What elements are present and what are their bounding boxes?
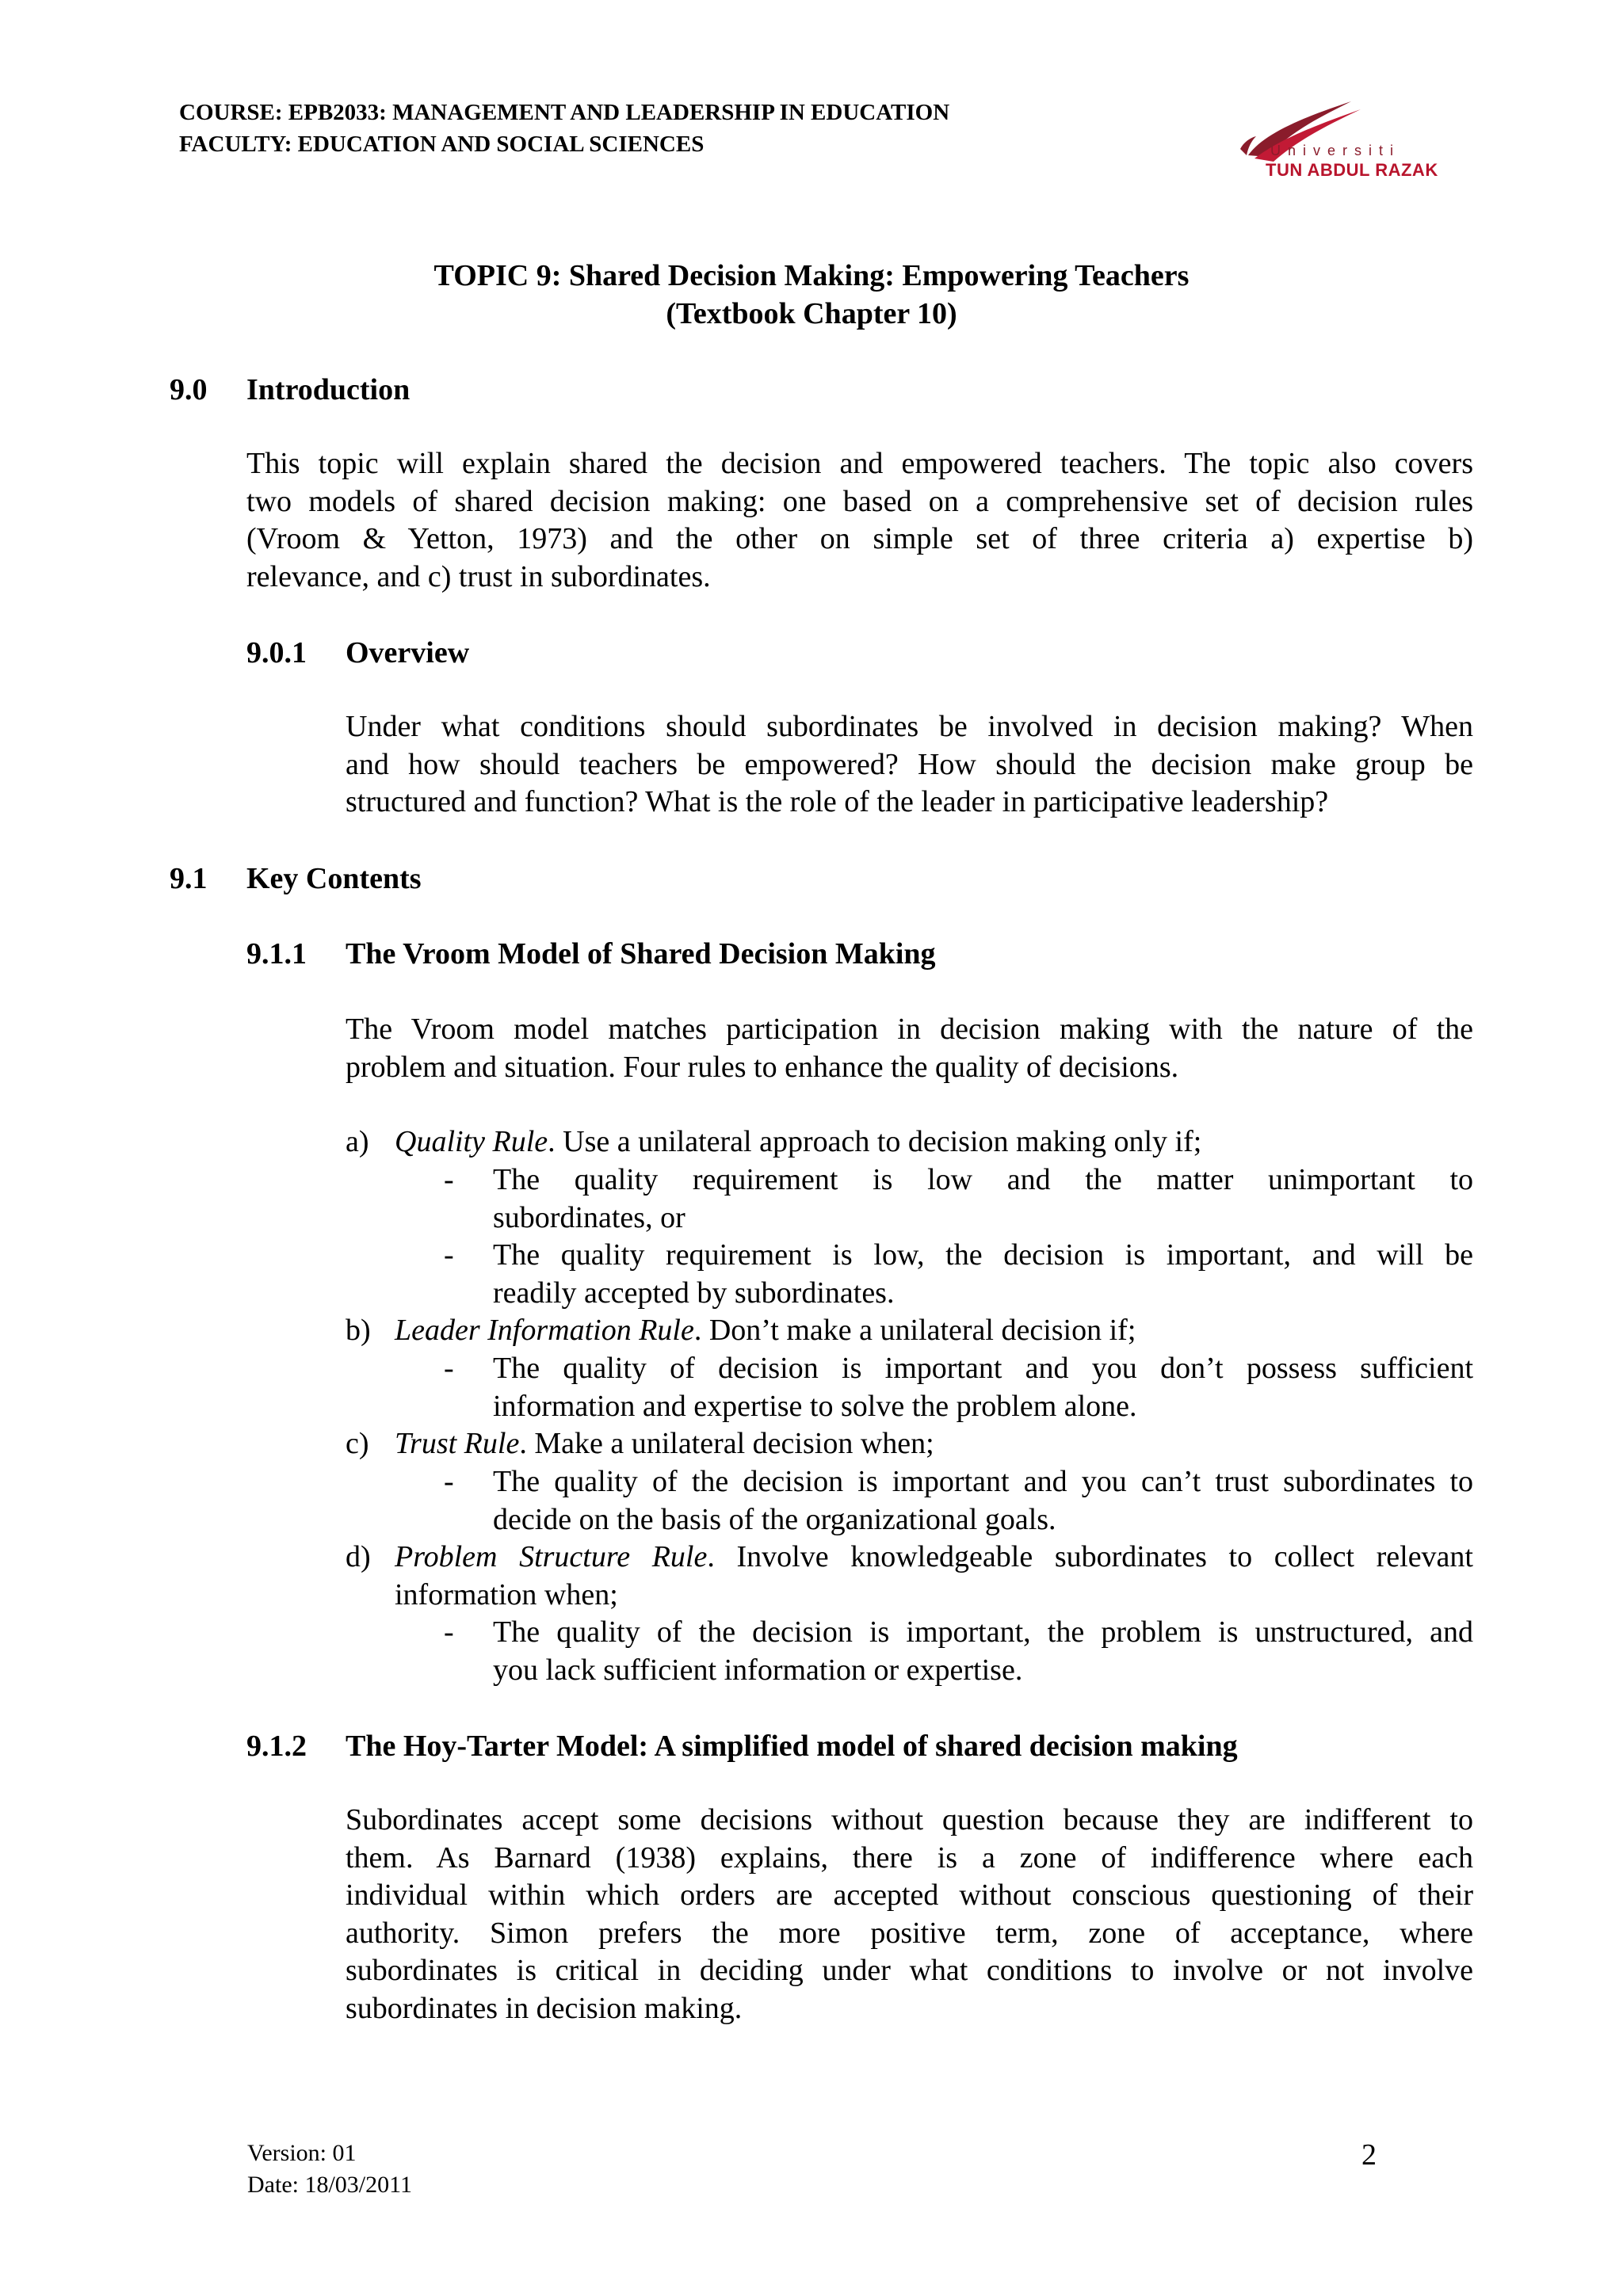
overview-paragraph	[346, 708, 1473, 822]
text-line: and how should teachers be empowered? How should the decision make group be	[346, 747, 1473, 781]
rule-name: Problem Structure Rule	[395, 1540, 708, 1573]
rule-leader-information	[395, 1312, 1136, 1350]
text-line: you lack sufficient information or expertise.	[493, 1653, 1023, 1687]
course-line: COURSE: EPB2033: MANAGEMENT AND LEADERSHIP IN EDUCATION	[179, 100, 950, 125]
rule-text: . Involve knowledgeable subordinates to collect relevant	[707, 1540, 1473, 1573]
bullet-item	[493, 1463, 1473, 1539]
text-line: The quality of the decision is important, the problem is unstructured, and	[493, 1615, 1473, 1649]
bullet-dash: -	[444, 1615, 454, 1649]
text-line: The quality of decision is important and you don’t possess sufficient	[493, 1352, 1473, 1385]
rule-label: c)	[346, 1427, 369, 1460]
text-line: This topic will explain shared the decision and empowered teachers. The topic also covers	[246, 447, 1473, 480]
text-line: The quality requirement is low, the decision is important, and will be	[493, 1238, 1473, 1272]
section-number: 9.1	[170, 862, 208, 895]
rule-text: . Use a unilateral approach to decision making only if;	[548, 1125, 1202, 1158]
text-line: Under what conditions should subordinates be involved in decision making? When	[346, 710, 1473, 743]
version-label: Version: 01	[247, 2140, 357, 2166]
text-line: problem and situation. Four rules to enhance the quality of decisions.	[346, 1050, 1179, 1084]
faculty-line: FACULTY: EDUCATION AND SOCIAL SCIENCES	[179, 132, 705, 157]
subsection-number: 9.1.2	[246, 1730, 307, 1763]
rule-text: . Don’t make a unilateral decision if;	[693, 1314, 1136, 1347]
text-line: relevance, and c) trust in subordinates.	[246, 559, 711, 593]
bullet-dash: -	[444, 1465, 454, 1498]
rule-text: . Make a unilateral decision when;	[519, 1427, 934, 1460]
text-line: Subordinates accept some decisions without question because they are indifferent to	[346, 1803, 1473, 1836]
section-heading-introduction: Introduction	[246, 373, 411, 406]
rule-label: b)	[346, 1314, 371, 1347]
text-line: The quality of the decision is important and you can’t trust subordinates to	[493, 1465, 1473, 1498]
text-line: The quality requirement is low and the matter unimportant to	[493, 1163, 1473, 1196]
university-logo	[1232, 93, 1462, 189]
rule-label: a)	[346, 1125, 369, 1158]
bullet-dash: -	[444, 1352, 454, 1385]
topic-title: TOPIC 9: Shared Decision Making: Empowering Teachers	[433, 259, 1190, 292]
logo-name-text: TUN ABDUL RAZAK	[1266, 160, 1438, 180]
bullet-item	[493, 1237, 1473, 1312]
subsection-number: 9.0.1	[246, 636, 307, 669]
subsection-heading-overview: Overview	[346, 636, 470, 669]
text-line: them. As Barnard (1938) explains, there is a zone of indifference where each	[346, 1840, 1473, 1875]
text-line: authority. Simon prefers the more positive term, zone of acceptance, where	[346, 1916, 1473, 1950]
text-line	[395, 1539, 1473, 1577]
section-heading-key-contents: Key Contents	[246, 862, 422, 895]
rule-name: Leader Information Rule	[395, 1314, 694, 1347]
text-line: subordinates is critical in deciding under what conditions to involve or not involve	[346, 1954, 1473, 1987]
text-line: (Vroom & Yetton, 1973) and the other on simple set of three criteria a) expertise b)	[246, 522, 1473, 555]
subsection-heading-vroom: The Vroom Model of Shared Decision Making	[346, 937, 936, 971]
text-line: two models of shared decision making: one based on a comprehensive set of decision rules	[246, 484, 1473, 518]
text-line: subordinates, or	[493, 1200, 685, 1234]
section-number: 9.0	[170, 373, 208, 406]
bullet-item	[493, 1161, 1473, 1237]
bullet-dash: -	[444, 1238, 454, 1272]
text-line: individual within which orders are accepted without conscious questioning of their	[346, 1878, 1473, 1912]
hoy-tarter-paragraph	[346, 1802, 1473, 2027]
rule-quality	[395, 1123, 1201, 1161]
text-line: readily accepted by subordinates.	[493, 1276, 895, 1310]
text-line: subordinates in decision making.	[346, 1991, 743, 2025]
rule-name: Quality Rule	[395, 1125, 548, 1158]
rule-trust	[395, 1425, 934, 1463]
text-line: information and expertise to solve the problem alone.	[493, 1389, 1137, 1423]
logo-university-text: Universiti	[1270, 143, 1401, 158]
rule-name: Trust Rule	[395, 1427, 520, 1460]
bullet-dash: -	[444, 1163, 454, 1196]
textbook-chapter: (Textbook Chapter 10)	[666, 297, 957, 330]
bullet-item	[493, 1350, 1473, 1425]
text-line: decide on the basis of the organizational goals.	[493, 1502, 1056, 1536]
subsection-heading-hoy-tarter: The Hoy-Tarter Model: A simplified model of shared decision making	[346, 1730, 1238, 1763]
rule-label: d)	[346, 1540, 371, 1573]
text-line: information when;	[395, 1577, 618, 1611]
vroom-paragraph	[346, 1011, 1473, 1086]
bullet-item	[493, 1614, 1473, 1689]
rule-problem-structure	[395, 1539, 1473, 1614]
subsection-number: 9.1.1	[246, 937, 307, 971]
text-line: The Vroom model matches participation in decision making with the nature of the	[346, 1013, 1473, 1046]
text-line: structured and function? What is the role of the leader in participative leadership?	[346, 785, 1329, 818]
page-number: 2	[1361, 2138, 1377, 2172]
introduction-paragraph	[246, 445, 1473, 596]
date-label: Date: 18/03/2011	[247, 2172, 413, 2198]
